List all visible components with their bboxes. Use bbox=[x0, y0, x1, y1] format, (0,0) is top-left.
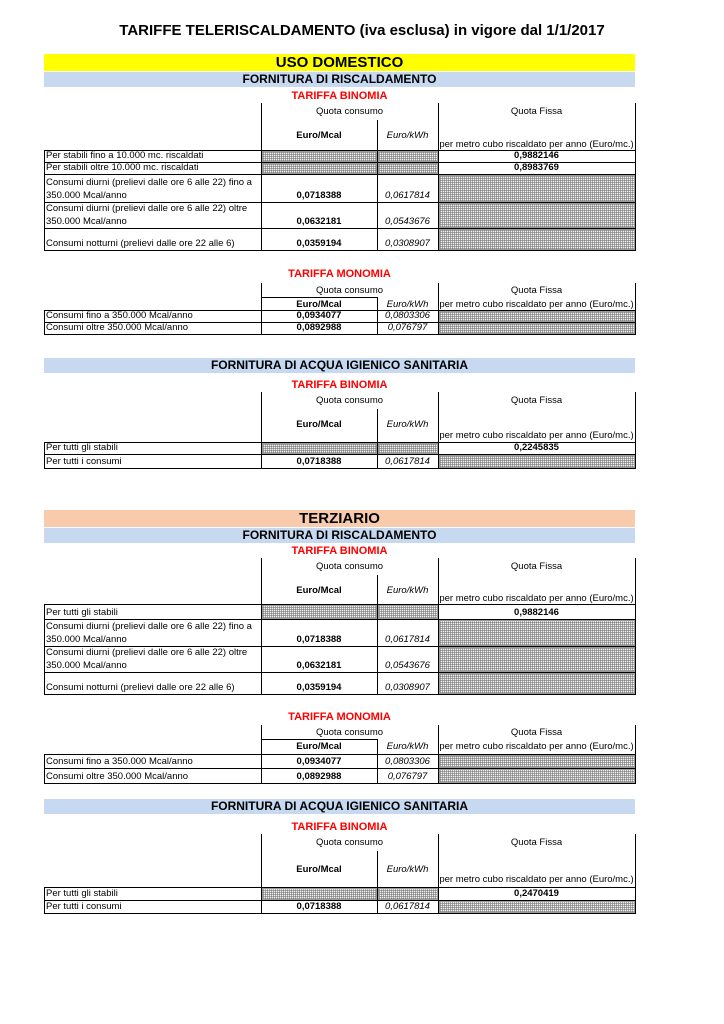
rule-line bbox=[44, 672, 45, 695]
tariff-binomia-label: TARIFFA BINOMIA bbox=[291, 545, 388, 557]
euro-kwh-value: 0,0308907 bbox=[385, 682, 430, 693]
rule-line bbox=[44, 900, 45, 914]
row-description: Consumi notturni (prelievi dalle ore 22 alle 6) bbox=[46, 682, 235, 693]
quota-fissa-header: Quota Fissa bbox=[510, 285, 563, 296]
euro-kwh-value: 0,0617814 bbox=[385, 901, 430, 912]
row-description: Consumi diurni (prelievi dalle ore 6 alle 22) fino a bbox=[46, 621, 252, 632]
per-metro-header: per metro cubo riscaldato per anno (Euro/mc.) bbox=[439, 593, 634, 604]
tariff-binomia-label: TARIFFA BINOMIA bbox=[291, 821, 388, 833]
euro-kwh-value: 0,076797 bbox=[387, 322, 428, 333]
section-uso-domestico: USO DOMESTICO bbox=[44, 54, 635, 71]
shaded-cell bbox=[439, 901, 635, 913]
euro-kwh-value: 0,0543676 bbox=[385, 216, 430, 227]
row-description: Consumi diurni (prelievi dalle ore 6 alle 22) fino a bbox=[46, 177, 252, 188]
rule-line bbox=[261, 739, 378, 740]
rule-line bbox=[44, 694, 636, 695]
row-description: 350.000 Mcal/anno bbox=[46, 216, 127, 227]
rule-line bbox=[44, 887, 45, 901]
rule-line bbox=[635, 228, 636, 251]
euro-kwh-value: 0,0617814 bbox=[385, 456, 430, 467]
row-description: Per stabili oltre 10.000 mc. riscaldati bbox=[46, 162, 199, 173]
euro-kwh-value: 0,0543676 bbox=[385, 660, 430, 671]
shaded-cell bbox=[378, 888, 438, 900]
rule-line bbox=[635, 604, 636, 620]
rule-line bbox=[635, 900, 636, 914]
row-description: 350.000 Mcal/anno bbox=[46, 634, 127, 645]
rule-line bbox=[635, 768, 636, 784]
euro-mcal-value: 0,0632181 bbox=[296, 216, 342, 227]
euro-mcal-value: 0,0934077 bbox=[296, 310, 342, 321]
rule-line bbox=[635, 558, 636, 605]
per-metro-header: per metro cubo riscaldato per anno (Euro/mc.) bbox=[439, 741, 634, 752]
rule-line bbox=[44, 250, 636, 251]
euro-mcal-value: 0,0359194 bbox=[296, 682, 342, 693]
row-description: Per stabili fino a 10.000 mc. riscaldati bbox=[46, 150, 204, 161]
row-description: 350.000 Mcal/anno bbox=[46, 660, 127, 671]
row-description: Per tutti gli stabili bbox=[46, 607, 118, 618]
euro-kwh-value: 0,0803306 bbox=[385, 310, 430, 321]
quota-fissa-header: Quota Fissa bbox=[510, 837, 563, 848]
shaded-cell bbox=[378, 443, 438, 454]
euro-mcal-header: Euro/Mcal bbox=[296, 864, 342, 875]
tariff-binomia-label: TARIFFA BINOMIA bbox=[291, 379, 388, 391]
shaded-cell bbox=[262, 888, 377, 900]
rule-line bbox=[635, 283, 636, 311]
rule-line bbox=[635, 646, 636, 673]
euro-mcal-value: 0,0934077 bbox=[296, 756, 342, 767]
quota-consumo-header: Quota consumo bbox=[315, 395, 384, 406]
row-description: Consumi oltre 350.000 Mcal/anno bbox=[46, 771, 189, 782]
shaded-cell bbox=[439, 455, 635, 468]
quota-fissa-value: 0,2470419 bbox=[514, 888, 559, 899]
row-description: Consumi notturni (prelievi dalle ore 22 alle 6) bbox=[46, 238, 235, 249]
rule-line bbox=[44, 754, 45, 769]
euro-mcal-value: 0,0632181 bbox=[296, 660, 342, 671]
quota-fissa-header: Quota Fissa bbox=[510, 561, 563, 572]
euro-mcal-value: 0,0718388 bbox=[296, 901, 342, 912]
euro-mcal-header: Euro/Mcal bbox=[296, 419, 342, 430]
row-description: Consumi fino a 350.000 Mcal/anno bbox=[46, 756, 193, 767]
shaded-cell bbox=[439, 175, 635, 202]
rule-line bbox=[635, 174, 636, 203]
rule-line bbox=[44, 646, 45, 673]
euro-kwh-value: 0,0308907 bbox=[385, 238, 430, 249]
shaded-cell bbox=[378, 605, 438, 619]
shaded-cell bbox=[439, 229, 635, 250]
per-metro-header: per metro cubo riscaldato per anno (Euro/mc.) bbox=[439, 430, 634, 441]
row-description: Per tutti i consumi bbox=[46, 901, 122, 912]
row-description: Per tutti gli stabili bbox=[46, 888, 118, 899]
quota-fissa-value: 0,9882146 bbox=[514, 607, 559, 618]
euro-mcal-value: 0,0359194 bbox=[296, 238, 342, 249]
row-description: Consumi fino a 350.000 Mcal/anno bbox=[46, 310, 193, 321]
euro-mcal-value: 0,0718388 bbox=[296, 190, 342, 201]
shaded-cell bbox=[439, 755, 635, 768]
euro-kwh-header: Euro/kWh bbox=[386, 299, 429, 310]
shaded-cell bbox=[378, 151, 438, 162]
euro-mcal-header: Euro/Mcal bbox=[296, 585, 342, 596]
shaded-cell bbox=[439, 203, 635, 228]
section-terziario: TERZIARIO bbox=[44, 510, 635, 527]
euro-kwh-header: Euro/kWh bbox=[386, 130, 429, 141]
euro-mcal-value: 0,0718388 bbox=[296, 634, 342, 645]
row-description: Consumi diurni (prelievi dalle ore 6 alle 22) oltre bbox=[46, 647, 248, 658]
rule-line bbox=[635, 454, 636, 469]
euro-mcal-header: Euro/Mcal bbox=[296, 741, 342, 752]
rule-line bbox=[635, 887, 636, 901]
shaded-cell bbox=[262, 163, 377, 174]
euro-kwh-value: 0,076797 bbox=[387, 771, 428, 782]
quota-fissa-header: Quota Fissa bbox=[510, 727, 563, 738]
rule-line bbox=[635, 103, 636, 151]
euro-mcal-value: 0,0718388 bbox=[296, 456, 342, 467]
rule-line bbox=[635, 619, 636, 647]
quota-consumo-header: Quota consumo bbox=[315, 285, 384, 296]
euro-mcal-value: 0,0892988 bbox=[296, 322, 342, 333]
shaded-cell bbox=[439, 620, 635, 646]
quota-consumo-header: Quota consumo bbox=[315, 837, 384, 848]
page-title: TARIFFE TELERISCALDAMENTO (iva esclusa) in vigore dal 1/1/2017 bbox=[119, 22, 605, 39]
rule-line bbox=[44, 619, 45, 647]
subsection-riscaldamento-terziario: FORNITURA DI RISCALDAMENTO bbox=[44, 528, 635, 543]
euro-mcal-value: 0,0892988 bbox=[296, 771, 342, 782]
euro-mcal-header: Euro/Mcal bbox=[296, 299, 342, 310]
rule-line bbox=[44, 334, 636, 335]
euro-kwh-value: 0,0803306 bbox=[385, 756, 430, 767]
euro-kwh-header: Euro/kWh bbox=[386, 419, 429, 430]
rule-line bbox=[44, 783, 636, 784]
shaded-cell bbox=[439, 323, 635, 334]
row-description: Consumi oltre 350.000 Mcal/anno bbox=[46, 322, 189, 333]
quota-fissa-header: Quota Fissa bbox=[510, 106, 563, 117]
per-metro-header: per metro cubo riscaldato per anno (Euro/mc.) bbox=[439, 874, 634, 885]
shaded-cell bbox=[439, 673, 635, 694]
row-description: Per tutti gli stabili bbox=[46, 442, 118, 453]
subsection-acqua-domestico: FORNITURA DI ACQUA IGIENICO SANITARIA bbox=[44, 358, 635, 373]
rule-line bbox=[44, 468, 636, 469]
subsection-riscaldamento-domestico: FORNITURA DI RISCALDAMENTO bbox=[44, 72, 635, 87]
per-metro-header: per metro cubo riscaldato per anno (Euro/mc.) bbox=[439, 299, 634, 310]
rule-line bbox=[44, 174, 45, 203]
rule-line bbox=[44, 228, 45, 251]
quota-fissa-value: 0,8983769 bbox=[514, 162, 559, 173]
euro-kwh-header: Euro/kWh bbox=[386, 741, 429, 752]
quota-fissa-header: Quota Fissa bbox=[510, 395, 563, 406]
rule-line bbox=[261, 297, 378, 298]
tariff-monomia-label: TARIFFA MONOMIA bbox=[288, 268, 391, 280]
rule-line bbox=[635, 725, 636, 755]
shaded-cell bbox=[262, 151, 377, 162]
shaded-cell bbox=[378, 163, 438, 174]
rule-line bbox=[44, 454, 45, 469]
rule-line bbox=[635, 392, 636, 443]
rule-line bbox=[635, 672, 636, 695]
row-description: Consumi diurni (prelievi dalle ore 6 alle 22) oltre bbox=[46, 203, 248, 214]
shaded-cell bbox=[439, 311, 635, 322]
shaded-cell bbox=[439, 769, 635, 783]
subsection-acqua-terziario: FORNITURA DI ACQUA IGIENICO SANITARIA bbox=[44, 799, 635, 814]
euro-mcal-header: Euro/Mcal bbox=[296, 130, 342, 141]
quota-consumo-header: Quota consumo bbox=[315, 727, 384, 738]
euro-kwh-value: 0,0617814 bbox=[385, 190, 430, 201]
quota-consumo-header: Quota consumo bbox=[315, 106, 384, 117]
rule-line bbox=[44, 768, 45, 784]
row-description: Per tutti i consumi bbox=[46, 456, 122, 467]
rule-line bbox=[635, 202, 636, 229]
euro-kwh-value: 0,0617814 bbox=[385, 634, 430, 645]
shaded-cell bbox=[262, 443, 377, 454]
quota-fissa-value: 0,9882146 bbox=[514, 150, 559, 161]
euro-kwh-header: Euro/kWh bbox=[386, 585, 429, 596]
tariff-monomia-label: TARIFFA MONOMIA bbox=[288, 711, 391, 723]
rule-line bbox=[44, 202, 45, 229]
row-description: 350.000 Mcal/anno bbox=[46, 190, 127, 201]
per-metro-header: per metro cubo riscaldato per anno (Euro/mc.) bbox=[439, 139, 634, 150]
tariff-binomia-label: TARIFFA BINOMIA bbox=[291, 90, 388, 102]
rule-line bbox=[44, 604, 45, 620]
quota-fissa-value: 0,2245835 bbox=[514, 442, 559, 453]
shaded-cell bbox=[262, 605, 377, 619]
shaded-cell bbox=[439, 647, 635, 672]
quota-consumo-header: Quota consumo bbox=[315, 561, 384, 572]
rule-line bbox=[635, 834, 636, 888]
rule-line bbox=[635, 754, 636, 769]
euro-kwh-header: Euro/kWh bbox=[386, 864, 429, 875]
rule-line bbox=[44, 913, 636, 914]
